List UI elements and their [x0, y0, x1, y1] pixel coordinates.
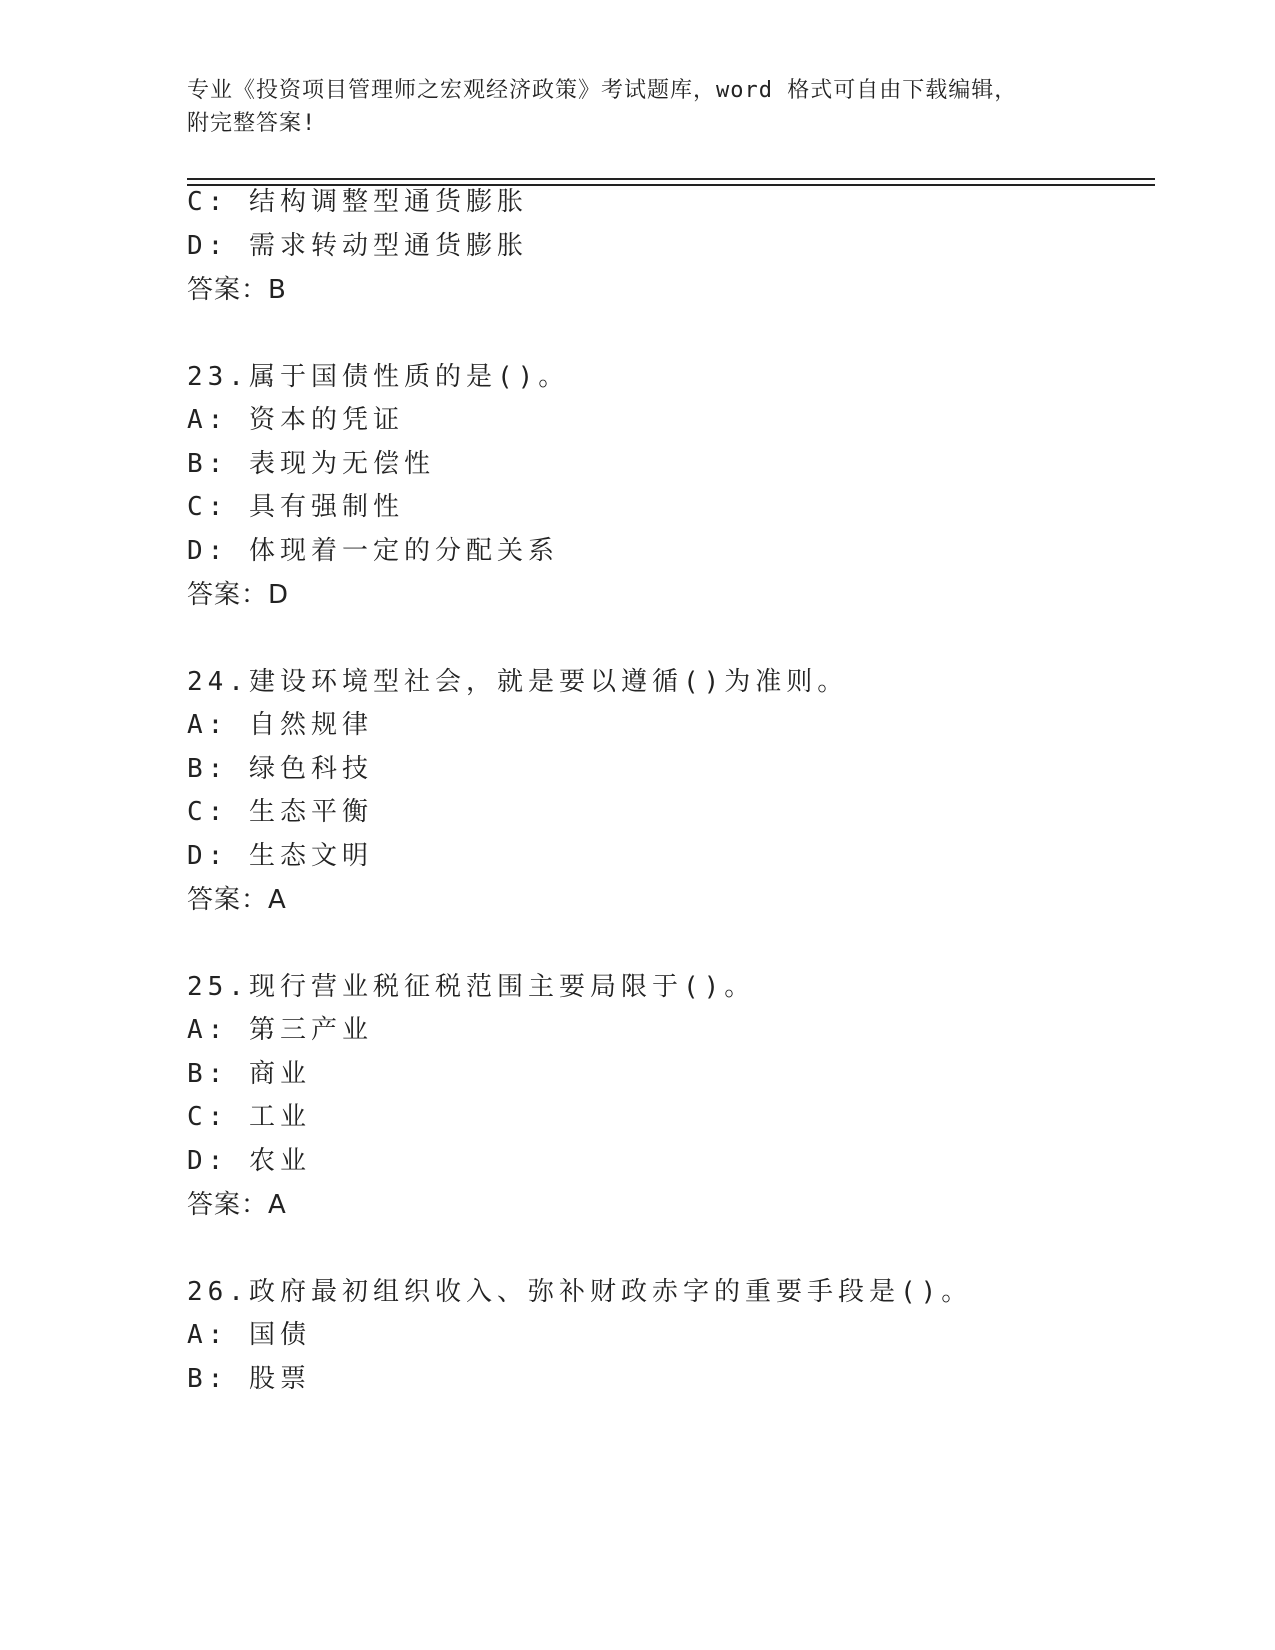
q26-option-a: A: 国债 [187, 1320, 311, 1350]
q23-option-d: D: 体现着一定的分配关系 [187, 536, 559, 566]
q22-option-c: C: 结构调整型通货膨胀 [187, 187, 528, 217]
q25-answer: 答案：A [187, 1190, 287, 1220]
q22-option-d: D: 需求转动型通货膨胀 [187, 231, 528, 261]
q25-stem: 25.现行营业税征税范围主要局限于()。 [187, 972, 756, 1002]
q25-option-b: B: 商业 [187, 1059, 311, 1089]
header-divider-top [187, 178, 1155, 180]
q24-stem: 24.建设环境型社会，就是要以遵循()为准则。 [187, 667, 849, 697]
q24-option-c: C: 生态平衡 [187, 797, 373, 827]
q24-option-b: B: 绿色科技 [187, 754, 373, 784]
q23-option-c: C: 具有强制性 [187, 492, 404, 522]
q23-answer: 答案：D [187, 580, 290, 610]
q25-option-a: A: 第三产业 [187, 1015, 373, 1045]
document-header [187, 74, 1087, 140]
q24-option-a: A: 自然规律 [187, 710, 373, 740]
q25-option-d: D: 农业 [187, 1146, 311, 1176]
q25-option-c: C: 工业 [187, 1102, 311, 1132]
header-line-1: 专业《投资项目管理师之宏观经济政策》考试题库，word 格式可自由下载编辑， [187, 78, 1018, 103]
q23-option-a: A: 资本的凭证 [187, 405, 404, 435]
q24-option-d: D: 生态文明 [187, 841, 373, 871]
q26-stem: 26.政府最初组织收入、弥补财政赤字的重要手段是()。 [187, 1277, 973, 1307]
q24-answer: 答案：A [187, 885, 287, 915]
q22-answer: 答案：B [187, 275, 287, 305]
q23-stem: 23.属于国债性质的是()。 [187, 362, 570, 392]
q26-option-b: B: 股票 [187, 1364, 311, 1394]
header-line-2: 附完整答案! [187, 111, 317, 136]
q23-option-b: B: 表现为无偿性 [187, 449, 435, 479]
